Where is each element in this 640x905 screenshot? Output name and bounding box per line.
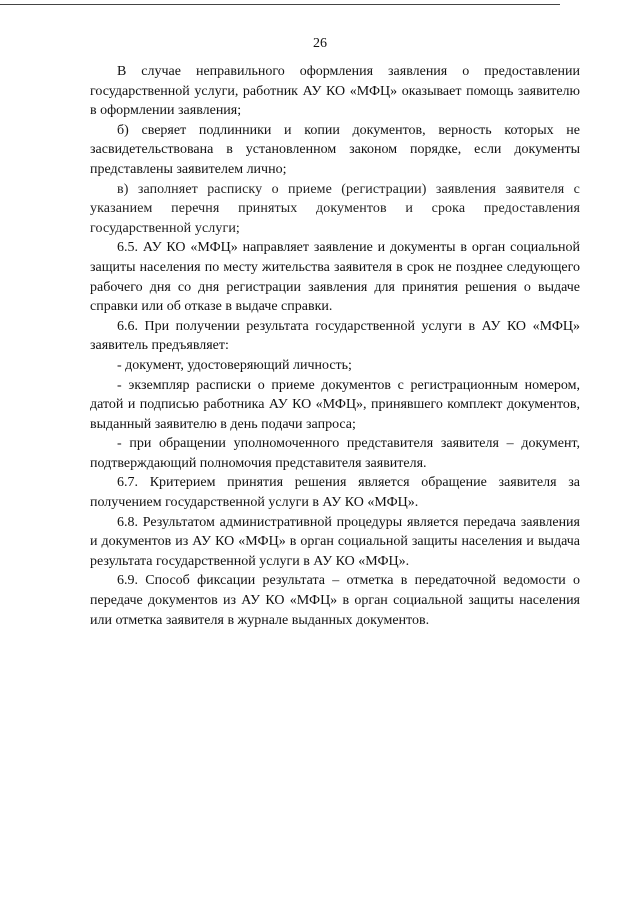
paragraph-6-6: 6.6. При получении результата государственной услуги в АУ КО «МФЦ» заявитель предъявляет: [90,318,580,354]
list-item-identity-document: - документ, удостоверяющий личность; [117,357,352,373]
list-item-representative-document: - при обращении уполномоченного представителя заявителя – документ, подтверждающий полномочия представителя заявителя. [90,436,580,471]
paragraph-6-8: 6.8. Результатом административной процедуры является передача заявления и документов из АУ КО «МФЦ» в орган социальной защиты населения и выдача результата государственной услуги в АУ КО «МФЦ». [90,514,580,569]
paragraph-b: б) сверяет подлинники и копии документов, верность которых не засвидетельствована в установленном законом порядке, если документы представлены заявителем лично; [90,122,580,177]
document-body [90,62,580,630]
scan-edge-line [0,4,560,5]
page-number: 26 [313,36,327,51]
paragraph-6-9: 6.9. Способ фиксации результата – отметка в передаточной ведомости о передаче документов из АУ КО «МФЦ» в орган социальной защиты населения или отметка заявителя в журнале выданных документов. [90,573,580,628]
paragraph-6-7: 6.7. Критерием принятия решения является обращение заявителя за получением государственной услуги в АУ КО «МФЦ». [90,475,580,511]
paragraph-6-5: 6.5. АУ КО «МФЦ» направляет заявление и документы в орган социальной защиты населения по месту жительства заявителя в срок не позднее следующего рабочего дня со дня регистрации заявления для принятия решения о выдаче справки или об отказе в выдаче справки. [90,240,580,315]
list-item-receipt-copy: - экземпляр расписки о приеме документов с регистрационным номером, датой и подписью работника АУ КО «МФЦ», принявшего комплект документов, выданный заявителю в день подачи запроса; [90,377,580,432]
paragraph-intro: В случае неправильного оформления заявления о предоставлении государственной услуги, работник АУ КО «МФЦ» оказывает помощь заявителю в оформлении заявления; [90,64,580,119]
paragraph-v: в) заполняет расписку о приеме (регистрации) заявления заявителя с указанием перечня принятых документов и срока предоставления государственной услуги; [90,181,580,236]
